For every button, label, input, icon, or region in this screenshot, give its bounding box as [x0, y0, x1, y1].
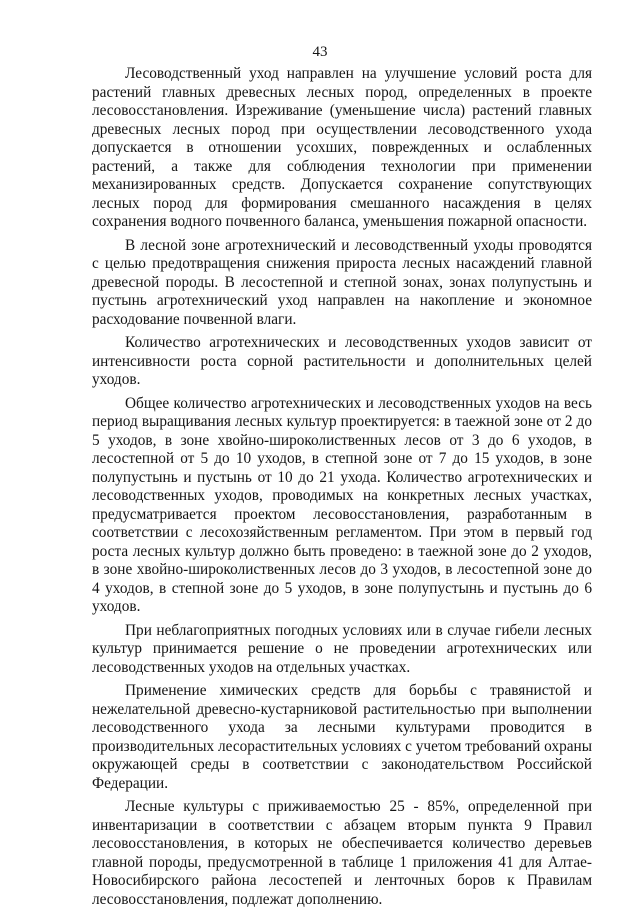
- page-number: 43: [312, 44, 328, 60]
- body-text: [92, 65, 592, 914]
- paragraph-2: В лесной зоне агротехнический и лесоводственный уходы проводятся с целью предотвращения снижения прироста лесных насаждений главной древесной породы. В лесостепной и степной зонах, зонах полупустынь и пустынь агротехнический уход направлен на накопление и экономное расходование почвенной влаги.: [92, 236, 592, 328]
- paragraph-3: Количество агротехнических и лесоводственных уходов зависит от интенсивности роста сорной растительности и дополнительных целей уходов.: [92, 334, 592, 388]
- paragraph-4: Общее количество агротехнических и лесоводственных уходов на весь период выращивания лесных культур проектируется: в таежной зоне от 2 до 5 уходов, в зоне хвойно-широколиственных лесов от 3 до 6 уходов, в лесостепной от 5 до 10 уходов, в степной зоне от 7 до 15 уходов, в зоне полупустынь и пустынь от 10 до 21 ухода. Количество агротехнических и лесоводственных уходов, проводимых на конкретных лесных участках, предусматривается проектом лесовосстановления, разработанным в соответствии с лесохозяйственным регламентом. При этом в первый год роста лесных культур должно быть проведено: в таежной зоне до 2 уходов, в зоне хвойно-широколиственных лесов до 3 уходов, в лесостепной зоне до 4 уходов, в степной зоне до 5 уходов, в зоне полупустынь и пустынь до 6 уходов.: [92, 394, 592, 615]
- paragraph-6: Применение химических средств для борьбы с травянистой и нежелательной древесно-кустарниковой растительностью при выполнении лесоводственного ухода за лесными культурами проводится в производительных лесорастительных условиях с учетом требований охраны окружающей среды в соответствии с законодательством Российской Федерации.: [92, 682, 592, 792]
- paragraph-5: При неблагоприятных погодных условиях или в случае гибели лесных культур принимается решение о не проведении агротехнических или лесоводственных уходов на отдельных участках.: [92, 621, 592, 676]
- paragraph-7: Лесные культуры с приживаемостью 25 - 85%, определенной при инвентаризации в соответствии с абзацем вторым пункта 9 Правил лесовосстановления, в которых не обеспечивается количество деревьев главной породы, предусмотренной в таблице 1 приложения 41 для Алтае-Новосибирского района лесостепей и ленточных боров к Правилам лесовосстановления, подлежат дополнению.: [92, 798, 592, 908]
- paragraph-1: Лесоводственный уход направлен на улучшение условий роста для растений главных древесных лесных пород, определенных в проекте лесовосстановления. Изреживание (уменьшение числа) растений главных древесных лесных пород при осуществлении лесоводственного ухода допускается в отношении усохших, поврежденных и ослабленных растений, а также для соблюдения технологии при применении механизированных средств. Допускается сохранение сопутствующих лесных пород для формирования смешанного насаждения в целях сохранения водного почвенного баланса, уменьшения пожарной опасности.: [92, 65, 592, 230]
